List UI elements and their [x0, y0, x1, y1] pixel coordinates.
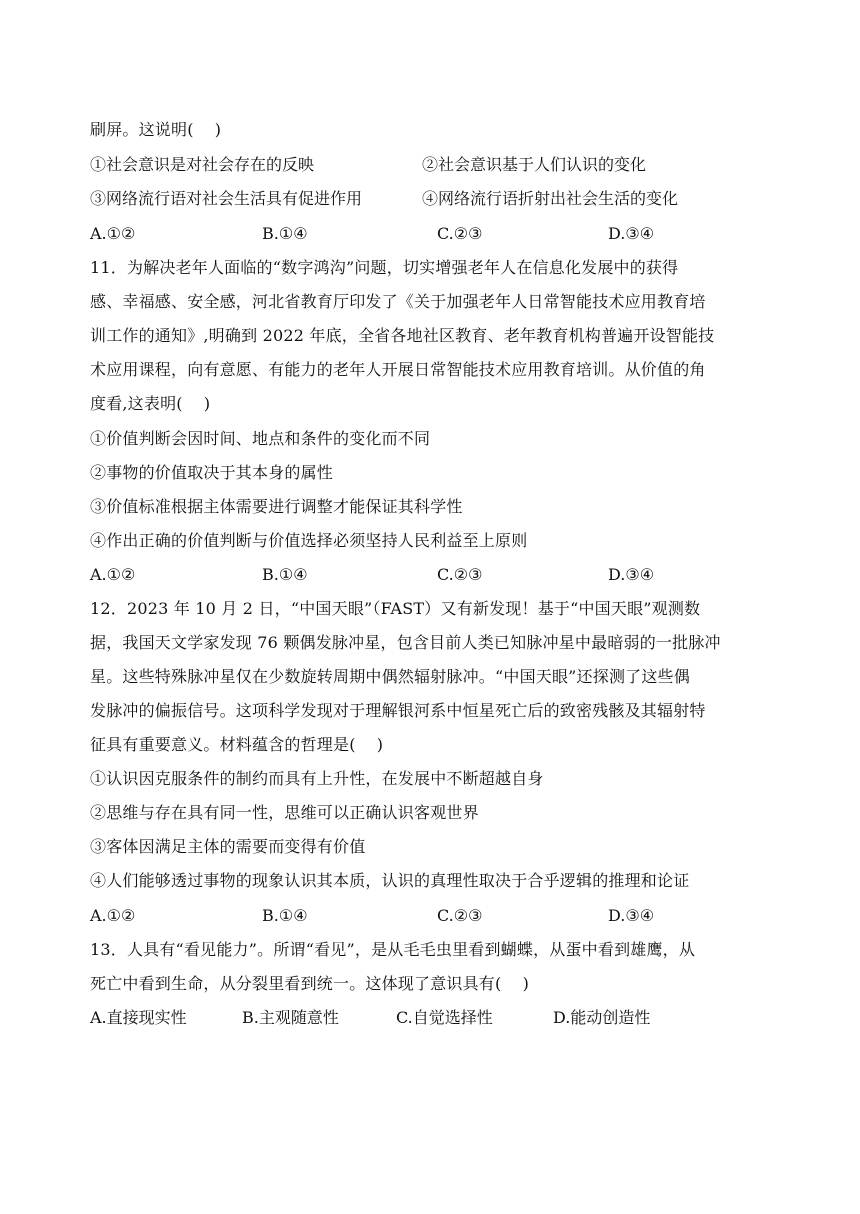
q10-option-b: B.①④ [262, 224, 308, 243]
q10-stem-tail: 刷屏。这说明( ) [90, 120, 222, 139]
q12-option-c: C.②③ [437, 906, 483, 925]
q10-statement-3: ③网络流行语对社会生活具有促进作用 [90, 189, 363, 208]
q11-stem-line-4: 术应用课程，向有意愿、有能力的老年人开展日常智能技术应用教育培训。从价值的角 [90, 360, 706, 379]
q13-stem-line-1: 13．人具有“看见能力”。所谓“看见”，是从毛毛虫里看到蝴蝶，从蛋中看到雄鹰，从 [90, 940, 696, 959]
q10-statements-row-1 [90, 155, 790, 175]
q12-stem-line-1: 12．2023 年 10 月 2 日，“中国天眼”（FAST）又有新发现！基于“中国天眼”观测数 [90, 599, 701, 618]
q10-statement-4: ④网络流行语折射出社会生活的变化 [422, 189, 679, 208]
q11-statement-4: ④作出正确的价值判断与价值选择必须坚持人民利益至上原则 [90, 531, 528, 550]
q10-options [90, 224, 790, 244]
q11-stem-line-5: 度看,这表明( ) [90, 394, 211, 413]
q12-stem-line-3: 星。这些特殊脉冲星仅在少数旋转周期中偶然辐射脉冲。“中国天眼”还探测了这些偶 [90, 667, 690, 686]
q11-option-c: C.②③ [437, 565, 483, 584]
q12-statement-2: ②思维与存在具有同一性，思维可以正确认识客观世界 [90, 803, 479, 822]
q11-option-b: B.①④ [262, 565, 308, 584]
q13-option-d: D.能动创造性 [553, 1008, 651, 1027]
q10-option-a: A.①② [90, 224, 136, 243]
q11-stem-line-3: 训工作的通知》,明确到 2022 年底，全省各地社区教育、老年教育机构普遍开设智能技 [90, 326, 715, 345]
q13-option-b: B.主观随意性 [242, 1008, 339, 1027]
q10-option-d: D.③④ [608, 224, 655, 243]
q12-option-d: D.③④ [608, 906, 655, 925]
q11-option-a: A.①② [90, 565, 136, 584]
q13-options [90, 1008, 790, 1028]
q11-statement-2: ②事物的价值取决于其本身的属性 [90, 463, 334, 482]
q13-option-c: C.自觉选择性 [396, 1008, 493, 1027]
q12-options [90, 906, 790, 926]
q12-statement-4: ④人们能够透过事物的现象认识其本质，认识的真理性取决于合乎逻辑的推理和论证 [90, 871, 690, 890]
q10-statements-row-2 [90, 189, 790, 209]
q12-stem-line-5: 征具有重要意义。材料蕴含的哲理是( ) [90, 735, 384, 754]
q10-statement-1: ①社会意识是对社会存在的反映 [90, 155, 315, 174]
q11-stem-line-2: 感、幸福感、安全感，河北省教育厅印发了《关于加强老年人日常智能技术应用教育培 [90, 292, 706, 311]
q13-option-a: A.直接现实性 [90, 1008, 187, 1027]
q11-stem-line-1: 11．为解决老年人面临的“数字鸿沟”问题，切实增强老年人在信息化发展中的获得 [90, 258, 679, 277]
q10-option-c: C.②③ [437, 224, 483, 243]
q12-stem-line-4: 发脉冲的偏振信号。这项科学发现对于理解银河系中恒星死亡后的致密残骸及其辐射特 [90, 701, 706, 720]
q11-statement-3: ③价值标准根据主体需要进行调整才能保证其科学性 [90, 497, 463, 516]
q13-stem-line-2: 死亡中看到生命，从分裂里看到统一。这体现了意识具有( ) [90, 974, 530, 993]
q11-option-d: D.③④ [608, 565, 655, 584]
q11-options [90, 565, 790, 585]
q12-option-b: B.①④ [262, 906, 308, 925]
q10-statement-2: ②社会意识基于人们认识的变化 [422, 155, 647, 174]
q11-statement-1: ①价值判断会因时间、地点和条件的变化而不同 [90, 429, 431, 448]
q12-option-a: A.①② [90, 906, 136, 925]
q12-stem-line-2: 据，我国天文学家发现 76 颗偶发脉冲星，包含目前人类已知脉冲星中最暗弱的一批脉冲 [90, 633, 721, 652]
q12-statement-1: ①认识因克服条件的制约而具有上升性，在发展中不断超越自身 [90, 769, 544, 788]
q12-statement-3: ③客体因满足主体的需要而变得有价值 [90, 837, 366, 856]
